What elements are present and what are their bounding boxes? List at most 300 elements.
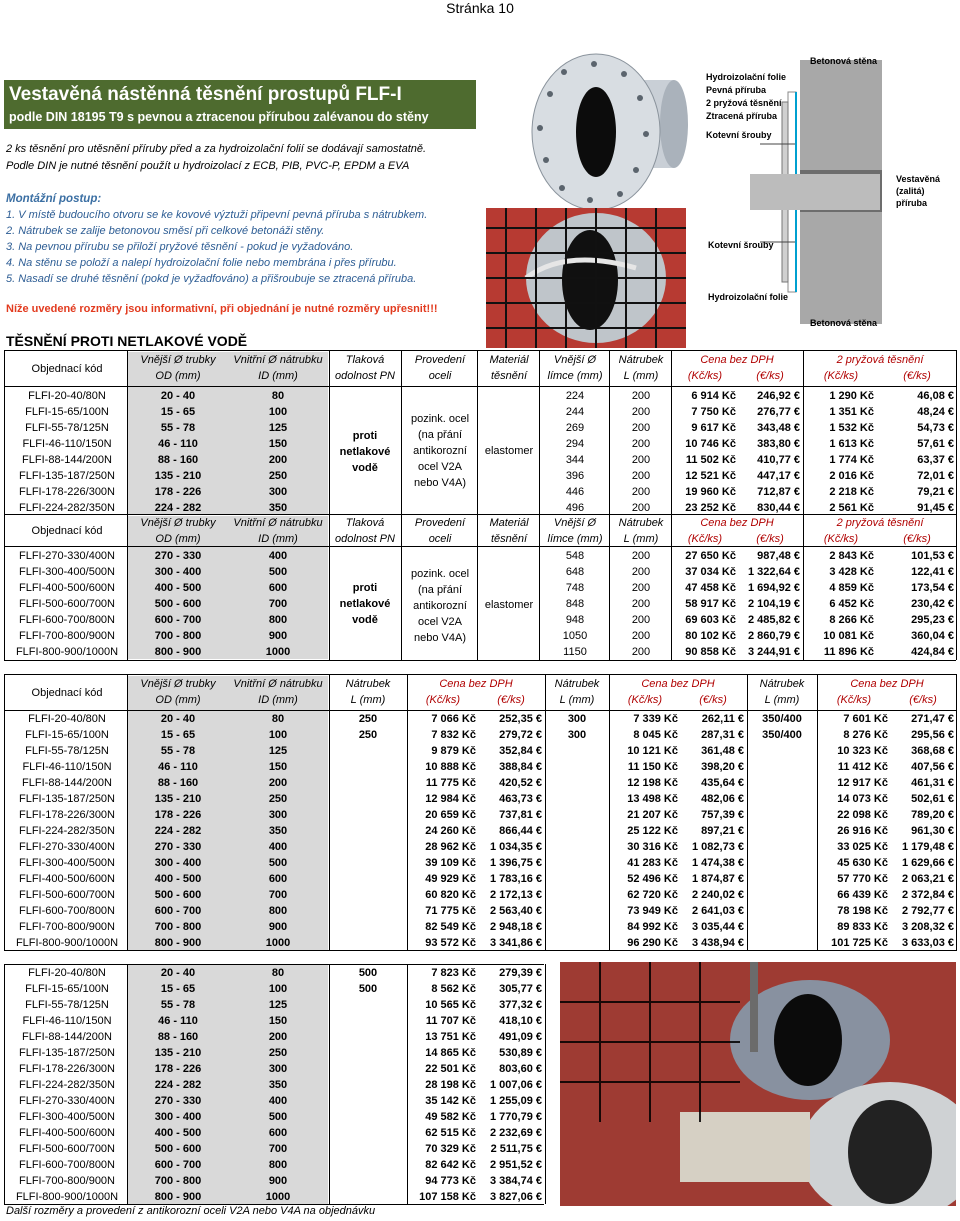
intro-line-2: Podle DIN je nutné těsnění použít u hydroizolací z ECB, PIB, PVC-P, EPDM a EVA bbox=[6, 160, 410, 172]
label-fixed-flange: Pevná příruba bbox=[706, 85, 767, 95]
label-hydro-bottom: Hydroizolační folie bbox=[708, 292, 789, 302]
t1-price-eur: 383,80 € bbox=[757, 438, 800, 450]
t2-price-a-eur: 737,81 € bbox=[499, 809, 542, 821]
t3-price-czk: 94 773 Kč bbox=[425, 1175, 476, 1187]
ex-line-a-2: pozink. ocel bbox=[410, 568, 470, 580]
t2-header-len-c: Nátrubek bbox=[759, 678, 805, 690]
t1-code: FLFI-135-187/250N bbox=[19, 470, 115, 482]
t2-code: FLFI-55-78/125N bbox=[25, 745, 109, 757]
t1b-price-eur: 2 104,19 € bbox=[748, 598, 800, 610]
t3-price-czk: 107 158 Kč bbox=[419, 1191, 476, 1203]
v-rule bbox=[329, 964, 330, 1204]
t2-price-b-czk: 52 496 Kč bbox=[627, 873, 678, 885]
t1b-header-collar-2: límce (mm) bbox=[547, 533, 603, 545]
label-hydro-foil: Hydroizolační folie bbox=[706, 72, 787, 82]
t1-header-collar-2: límce (mm) bbox=[547, 370, 603, 382]
t2-price-c-eur: 502,61 € bbox=[911, 793, 954, 805]
t1-id: 300 bbox=[268, 486, 288, 498]
t1-price-eur: 343,48 € bbox=[757, 422, 800, 434]
t3-od: 20 - 40 bbox=[160, 967, 196, 979]
t2-price-b-eur: 482,06 € bbox=[701, 793, 744, 805]
t1-code: FLFI-178-226/300N bbox=[19, 486, 115, 498]
v-rule bbox=[401, 350, 402, 660]
t1-header-od: Vnější Ø trubky bbox=[140, 354, 216, 366]
t2-price-c-czk: 101 725 Kč bbox=[831, 937, 888, 949]
t2-price-a-czk: 93 572 Kč bbox=[425, 937, 476, 949]
t2-price-b-czk: 96 290 Kč bbox=[627, 937, 678, 949]
t2-price-b-eur: 897,21 € bbox=[701, 825, 744, 837]
t1-seal-eur: 72,01 € bbox=[917, 470, 954, 482]
t1b-length: 200 bbox=[631, 630, 651, 642]
t1b-seal-czk: 10 081 Kč bbox=[823, 630, 874, 642]
t2-price-c-czk: 89 833 Kč bbox=[837, 921, 888, 933]
t1-length: 200 bbox=[631, 406, 651, 418]
t1b-seal-eur: 360,04 € bbox=[911, 630, 954, 642]
t1b-price-eur: 1 322,64 € bbox=[748, 566, 800, 578]
t2-id: 100 bbox=[268, 729, 288, 741]
t3-price-eur: 1 770,79 € bbox=[490, 1111, 542, 1123]
pn-proti-2: proti bbox=[352, 582, 378, 594]
t1b-header-ex-2: oceli bbox=[428, 533, 452, 545]
t2-price-a-eur: 388,84 € bbox=[499, 761, 542, 773]
t3-price-eur: 305,77 € bbox=[499, 983, 542, 995]
t2-price-c-czk: 12 917 Kč bbox=[837, 777, 888, 789]
t1b-collar: 1050 bbox=[562, 630, 588, 642]
t1-code: FLFI-55-78/125N bbox=[25, 422, 109, 434]
t2-price-c-czk: 66 439 Kč bbox=[837, 889, 888, 901]
t2-price-b-czk: 13 498 Kč bbox=[627, 793, 678, 805]
t3-id: 150 bbox=[268, 1015, 288, 1027]
v-rule bbox=[609, 674, 610, 951]
t1-seal-czk: 1 774 Kč bbox=[829, 454, 874, 466]
t2-id: 700 bbox=[268, 889, 288, 901]
v-rule bbox=[671, 350, 672, 660]
t2-price-a-eur: 3 341,86 € bbox=[490, 937, 542, 949]
t1b-length: 200 bbox=[631, 598, 651, 610]
intro-line-1: 2 ks těsnění pro utěsnění příruby před a za hydroizolační folií se dodávají samostatně. bbox=[6, 143, 427, 155]
t1-header-od-unit: OD (mm) bbox=[155, 370, 201, 382]
t1-seal-eur: 46,08 € bbox=[917, 390, 954, 402]
t1-header-len-2: L (mm) bbox=[623, 370, 659, 382]
pn-netlakove-1: netlakové bbox=[339, 446, 391, 458]
t2-price-b-eur: 398,20 € bbox=[701, 761, 744, 773]
ex-line-d-1: ocel V2A bbox=[417, 461, 463, 473]
t1-price-czk: 19 960 Kč bbox=[685, 486, 736, 498]
label-wall-bottom: Betonová stěna bbox=[810, 318, 878, 328]
pn-vode-1: vodě bbox=[352, 462, 378, 474]
t1-code: FLFI-88-144/200N bbox=[22, 454, 112, 466]
t1-price-eur: 276,77 € bbox=[757, 406, 800, 418]
t2-code: FLFI-300-400/500N bbox=[19, 857, 115, 869]
t2-price-a-czk: 39 109 Kč bbox=[425, 857, 476, 869]
t1-od: 46 - 110 bbox=[158, 438, 198, 450]
t2-code: FLFI-88-144/200N bbox=[22, 777, 112, 789]
t1b-code: FLFI-800-900/1000N bbox=[15, 646, 119, 658]
t2-price-a-eur: 1 396,75 € bbox=[490, 857, 542, 869]
rebar-installation-photo bbox=[486, 208, 686, 348]
t2-len-b-2: 300 bbox=[567, 729, 587, 741]
v-rule bbox=[127, 674, 128, 951]
t2-price-a-eur: 420,52 € bbox=[499, 777, 542, 789]
t3-code: FLFI-224-282/350N bbox=[19, 1079, 115, 1091]
h-rule bbox=[4, 950, 956, 951]
t1b-price-eur: 3 244,91 € bbox=[748, 646, 800, 658]
t2-od: 300 - 400 bbox=[154, 857, 202, 869]
t3-len-2: 500 bbox=[358, 983, 378, 995]
label-rubber-seals: 2 pryžová těsnění bbox=[706, 98, 782, 108]
t2-code: FLFI-135-187/250N bbox=[19, 793, 115, 805]
t3-od: 135 - 210 bbox=[154, 1047, 202, 1059]
t1-seal-czk: 1 532 Kč bbox=[829, 422, 874, 434]
t1b-id: 400 bbox=[268, 550, 288, 562]
t1b-seal-czk: 6 452 Kč bbox=[829, 598, 874, 610]
t1b-header-id: Vnitřní Ø nátrubku bbox=[233, 517, 323, 529]
t2-price-b-czk: 73 949 Kč bbox=[627, 905, 678, 917]
t2-price-c-eur: 3 633,03 € bbox=[902, 937, 954, 949]
t3-code: FLFI-88-144/200N bbox=[22, 1031, 112, 1043]
t1b-collar: 748 bbox=[565, 582, 585, 594]
t1-price-czk: 6 914 Kč bbox=[691, 390, 736, 402]
t3-code: FLFI-135-187/250N bbox=[19, 1047, 115, 1059]
t2-od: 55 - 78 bbox=[160, 745, 196, 757]
t3-id: 1000 bbox=[265, 1191, 291, 1203]
t3-id: 400 bbox=[268, 1095, 288, 1107]
t1-collar: 344 bbox=[565, 454, 585, 466]
t3-code: FLFI-15-65/100N bbox=[25, 983, 109, 995]
t1-header-mat: Materiál bbox=[489, 354, 529, 366]
t1b-seal-czk: 4 859 Kč bbox=[829, 582, 874, 594]
t3-od: 15 - 65 bbox=[160, 983, 196, 995]
t1-header-price: Cena bez DPH bbox=[700, 354, 774, 366]
v-rule bbox=[4, 350, 5, 660]
t1-seal-eur: 79,21 € bbox=[917, 486, 954, 498]
t2-price-c-czk: 8 276 Kč bbox=[843, 729, 888, 741]
t1-seal-eur: 57,61 € bbox=[917, 438, 954, 450]
t2-id: 200 bbox=[268, 777, 288, 789]
pn-vode-2: vodě bbox=[352, 614, 378, 626]
t1b-header-seal-czk: (Kč/ks) bbox=[823, 533, 859, 545]
section-title: TĚSNĚNÍ PROTI NETLAKOVÉ VODĚ bbox=[6, 333, 248, 349]
title-banner bbox=[4, 80, 476, 129]
t1b-header-seal: 2 pryžová těsnění bbox=[836, 517, 924, 529]
t1-length: 200 bbox=[631, 438, 651, 450]
t2-price-c-eur: 1 629,66 € bbox=[902, 857, 954, 869]
t1b-collar: 548 bbox=[565, 550, 585, 562]
t2-header-len-a: Nátrubek bbox=[345, 678, 391, 690]
t1b-header-od-unit: OD (mm) bbox=[155, 533, 201, 545]
t1-header-code: Objednací kód bbox=[31, 363, 103, 375]
ex-line-e-1: nebo V4A) bbox=[414, 477, 466, 489]
t1-price-czk: 10 746 Kč bbox=[685, 438, 736, 450]
t2-price-a-czk: 12 984 Kč bbox=[425, 793, 476, 805]
t3-price-eur: 2 511,75 € bbox=[490, 1143, 542, 1155]
t2-price-b-eur: 1 474,38 € bbox=[692, 857, 744, 869]
t1b-price-eur: 987,48 € bbox=[757, 550, 800, 562]
page-title: Vestavěná nástěnná těsnění prostupů FLF-I bbox=[9, 84, 402, 105]
t2-price-b-eur: 287,31 € bbox=[701, 729, 744, 741]
t2-price-a-eur: 352,84 € bbox=[499, 745, 542, 757]
cross-section-diagram bbox=[700, 52, 956, 334]
t1b-header-od: Vnější Ø trubky bbox=[140, 517, 216, 529]
t2-price-b-czk: 30 316 Kč bbox=[627, 841, 678, 853]
t1-price-eur: 410,77 € bbox=[757, 454, 800, 466]
t2-header-eur-c: (€/ks) bbox=[909, 694, 937, 706]
t2-price-c-eur: 2 372,84 € bbox=[902, 889, 954, 901]
t2-price-a-eur: 2 563,40 € bbox=[490, 905, 542, 917]
t1b-id: 800 bbox=[268, 614, 288, 626]
v-rule bbox=[817, 674, 818, 951]
t2-price-a-czk: 28 962 Kč bbox=[425, 841, 476, 853]
t2-code: FLFI-500-600/700N bbox=[19, 889, 115, 901]
t2-code: FLFI-224-282/350N bbox=[19, 825, 115, 837]
t2-price-b-eur: 3 438,94 € bbox=[692, 937, 744, 949]
t2-price-b-eur: 757,39 € bbox=[701, 809, 744, 821]
t1-header-czk: (Kč/ks) bbox=[687, 370, 723, 382]
t1b-od: 800 - 900 bbox=[154, 646, 202, 658]
t1-seal-eur: 48,24 € bbox=[917, 406, 954, 418]
t1-code: FLFI-224-282/350N bbox=[19, 502, 115, 514]
t2-id: 900 bbox=[268, 921, 288, 933]
t1b-od: 500 - 600 bbox=[154, 598, 202, 610]
t3-id: 600 bbox=[268, 1127, 288, 1139]
t2-price-b-czk: 8 045 Kč bbox=[633, 729, 678, 741]
t3-id: 800 bbox=[268, 1159, 288, 1171]
t2-od: 15 - 65 bbox=[160, 729, 196, 741]
install-step-2: 2. Nátrubek se zalije betonovou směsí při celkové betonáži stěny. bbox=[6, 225, 325, 237]
t3-price-czk: 82 642 Kč bbox=[425, 1159, 476, 1171]
label-anchor-top: Kotevní šrouby bbox=[706, 130, 772, 140]
t3-price-czk: 49 582 Kč bbox=[425, 1111, 476, 1123]
t1-od: 178 - 226 bbox=[154, 486, 202, 498]
t2-id: 125 bbox=[268, 745, 288, 757]
t1-length: 200 bbox=[631, 422, 651, 434]
t3-od: 224 - 282 bbox=[154, 1079, 202, 1091]
v-rule bbox=[539, 350, 540, 660]
t1b-seal-eur: 295,23 € bbox=[911, 614, 954, 626]
t2-od: 88 - 160 bbox=[157, 777, 199, 789]
t1b-header-code: Objednací kód bbox=[31, 525, 103, 537]
t3-price-czk: 14 865 Kč bbox=[425, 1047, 476, 1059]
t2-price-c-czk: 10 323 Kč bbox=[837, 745, 888, 757]
installed-flange-photo bbox=[560, 962, 956, 1206]
t2-price-b-czk: 10 121 Kč bbox=[627, 745, 678, 757]
t3-id: 200 bbox=[268, 1031, 288, 1043]
t1-header-seal: 2 pryžová těsnění bbox=[836, 354, 924, 366]
t1-od: 224 - 282 bbox=[154, 502, 202, 514]
warning-text: Níže uvedené rozměry jsou informativní, při objednání je nutné rozměry upřesnit!!! bbox=[6, 303, 438, 315]
h-rule bbox=[4, 964, 544, 965]
t1b-header-price: Cena bez DPH bbox=[700, 517, 774, 529]
t2-price-b-eur: 361,48 € bbox=[701, 745, 744, 757]
t2-header-od: Vnější Ø trubky bbox=[140, 678, 216, 690]
t2-len-c-1: 350/400 bbox=[762, 713, 802, 725]
t2-id: 400 bbox=[268, 841, 288, 853]
t1-seal-czk: 1 290 Kč bbox=[829, 390, 874, 402]
t2-header-od-unit: OD (mm) bbox=[155, 694, 201, 706]
t1-header-pn-2: odolnost PN bbox=[335, 370, 395, 382]
t3-price-eur: 1 007,06 € bbox=[490, 1079, 542, 1091]
ex-line-c-1: antikorozní bbox=[413, 445, 467, 457]
t2-id: 250 bbox=[268, 793, 288, 805]
t1-id: 125 bbox=[268, 422, 288, 434]
t3-price-czk: 7 823 Kč bbox=[431, 967, 476, 979]
t2-price-c-eur: 2 063,21 € bbox=[902, 873, 954, 885]
t2-price-b-eur: 3 035,44 € bbox=[692, 921, 744, 933]
t2-od: 500 - 600 bbox=[154, 889, 202, 901]
t1-header-eur: (€/ks) bbox=[756, 370, 784, 382]
t2-price-c-eur: 461,31 € bbox=[911, 777, 954, 789]
t1b-od: 700 - 800 bbox=[154, 630, 202, 642]
v-rule bbox=[545, 964, 546, 1204]
t1b-id: 600 bbox=[268, 582, 288, 594]
t1b-price-czk: 37 034 Kč bbox=[685, 566, 736, 578]
t1-length: 200 bbox=[631, 454, 651, 466]
v-rule bbox=[803, 350, 804, 660]
t2-price-c-czk: 7 601 Kč bbox=[843, 713, 888, 725]
t2-header-czk-a: (Kč/ks) bbox=[425, 694, 461, 706]
t2-price-c-eur: 407,56 € bbox=[911, 761, 954, 773]
t1-price-czk: 12 521 Kč bbox=[685, 470, 736, 482]
t2-price-a-czk: 20 659 Kč bbox=[425, 809, 476, 821]
t1b-price-czk: 90 858 Kč bbox=[685, 646, 736, 658]
t2-id: 300 bbox=[268, 809, 288, 821]
v-rule bbox=[956, 674, 957, 951]
t1-header-ex: Provedení bbox=[414, 354, 466, 366]
t3-code: FLFI-20-40/80N bbox=[28, 967, 106, 979]
t3-price-czk: 13 751 Kč bbox=[425, 1031, 476, 1043]
t3-code: FLFI-46-110/150N bbox=[22, 1015, 112, 1027]
t1-price-czk: 23 252 Kč bbox=[685, 502, 736, 514]
t2-od: 46 - 110 bbox=[158, 761, 198, 773]
t2-price-b-czk: 7 339 Kč bbox=[633, 713, 678, 725]
t2-len-a-2: 250 bbox=[358, 729, 378, 741]
t1-length: 200 bbox=[631, 502, 651, 514]
t2-price-b-eur: 2 240,02 € bbox=[692, 889, 744, 901]
t2-price-a-eur: 2 172,13 € bbox=[490, 889, 542, 901]
t1b-code: FLFI-300-400/500N bbox=[19, 566, 115, 578]
t1-seal-eur: 63,37 € bbox=[917, 454, 954, 466]
ex-line-c-2: antikorozní bbox=[413, 600, 467, 612]
mat-elastomer-2: elastomer bbox=[484, 599, 534, 611]
t1-header-ex-2: oceli bbox=[428, 370, 452, 382]
t2-price-c-czk: 11 412 Kč bbox=[837, 761, 888, 773]
t2-price-c-czk: 78 198 Kč bbox=[837, 905, 888, 917]
t3-id: 250 bbox=[268, 1047, 288, 1059]
h-rule bbox=[4, 386, 956, 387]
t2-code: FLFI-178-226/300N bbox=[19, 809, 115, 821]
t2-od: 400 - 500 bbox=[154, 873, 202, 885]
t2-id: 800 bbox=[268, 905, 288, 917]
v-rule bbox=[477, 350, 478, 660]
t2-price-b-eur: 1 082,73 € bbox=[692, 841, 744, 853]
t1b-price-czk: 58 917 Kč bbox=[685, 598, 736, 610]
t1-seal-czk: 1 351 Kč bbox=[829, 406, 874, 418]
v-rule bbox=[407, 964, 408, 1204]
t1b-id: 900 bbox=[268, 630, 288, 642]
t3-id: 700 bbox=[268, 1143, 288, 1155]
footnote: Další rozměry a provedení z antikorozní oceli V2A nebo V4A na objednávku bbox=[6, 1205, 376, 1217]
t3-od: 55 - 78 bbox=[160, 999, 196, 1011]
t2-price-c-eur: 368,68 € bbox=[911, 745, 954, 757]
t1-header-id: Vnitřní Ø nátrubku bbox=[233, 354, 323, 366]
t1-collar: 224 bbox=[565, 390, 585, 402]
t2-price-b-czk: 21 207 Kč bbox=[627, 809, 678, 821]
t3-price-eur: 279,39 € bbox=[499, 967, 542, 979]
t1b-id: 500 bbox=[268, 566, 288, 578]
t2-price-a-eur: 866,44 € bbox=[499, 825, 542, 837]
h-rule bbox=[4, 1204, 544, 1205]
t1-od: 88 - 160 bbox=[157, 454, 199, 466]
t1-seal-eur: 54,73 € bbox=[917, 422, 954, 434]
t2-len-c-2: 350/400 bbox=[762, 729, 802, 741]
t1b-seal-czk: 11 896 Kč bbox=[823, 646, 874, 658]
t2-od: 178 - 226 bbox=[154, 809, 202, 821]
t3-price-czk: 8 562 Kč bbox=[431, 983, 476, 995]
t3-code: FLFI-700-800/900N bbox=[19, 1175, 115, 1187]
t3-price-eur: 1 255,09 € bbox=[490, 1095, 542, 1107]
t1-id: 80 bbox=[271, 390, 285, 402]
t1b-od: 270 - 330 bbox=[154, 550, 202, 562]
t2-price-a-eur: 279,72 € bbox=[499, 729, 542, 741]
t2-price-b-czk: 62 720 Kč bbox=[627, 889, 678, 901]
t3-od: 270 - 330 bbox=[154, 1095, 202, 1107]
t1b-header-eur: (€/ks) bbox=[756, 533, 784, 545]
t1-header-seal-eur: (€/ks) bbox=[903, 370, 931, 382]
t1b-header-ex: Provedení bbox=[414, 517, 466, 529]
t2-id: 500 bbox=[268, 857, 288, 869]
t2-price-b-czk: 11 150 Kč bbox=[627, 761, 678, 773]
ex-line-b-2: (na přání bbox=[417, 584, 463, 596]
t1-id: 150 bbox=[268, 438, 288, 450]
t1-length: 200 bbox=[631, 470, 651, 482]
t2-price-a-eur: 1 783,16 € bbox=[490, 873, 542, 885]
t1-seal-czk: 1 613 Kč bbox=[829, 438, 874, 450]
t1b-code: FLFI-270-330/400N bbox=[19, 550, 115, 562]
t3-id: 350 bbox=[268, 1079, 288, 1091]
t2-price-c-czk: 22 098 Kč bbox=[837, 809, 888, 821]
t2-header-id-unit: ID (mm) bbox=[258, 694, 298, 706]
t1b-seal-czk: 8 266 Kč bbox=[829, 614, 874, 626]
t2-header-czk-c: (Kč/ks) bbox=[836, 694, 872, 706]
t2-len-a-1: 250 bbox=[358, 713, 378, 725]
t1b-price-eur: 2 860,79 € bbox=[748, 630, 800, 642]
t2-header-len-c-unit: L (mm) bbox=[764, 694, 800, 706]
t1b-header-mat: Materiál bbox=[489, 517, 529, 529]
t3-price-czk: 35 142 Kč bbox=[425, 1095, 476, 1107]
t2-price-a-czk: 9 879 Kč bbox=[431, 745, 476, 757]
h-rule bbox=[4, 350, 956, 351]
t1-collar: 269 bbox=[565, 422, 585, 434]
t1-price-eur: 447,17 € bbox=[757, 470, 800, 482]
t3-price-czk: 22 501 Kč bbox=[425, 1063, 476, 1075]
t1b-seal-eur: 173,54 € bbox=[911, 582, 954, 594]
t3-od: 300 - 400 bbox=[154, 1111, 202, 1123]
t2-header-len-b: Nátrubek bbox=[554, 678, 600, 690]
t3-id: 100 bbox=[268, 983, 288, 995]
t2-od: 270 - 330 bbox=[154, 841, 202, 853]
label-lost-flange: Ztracená příruba bbox=[706, 111, 778, 121]
t1-price-czk: 9 617 Kč bbox=[691, 422, 736, 434]
t1b-header-pn-2: odolnost PN bbox=[335, 533, 395, 545]
t1-id: 250 bbox=[268, 470, 288, 482]
t1b-seal-eur: 424,84 € bbox=[911, 646, 954, 658]
t1-price-eur: 712,87 € bbox=[757, 486, 800, 498]
ex-line-a-1: pozink. ocel bbox=[410, 413, 470, 425]
pn-proti-1: proti bbox=[352, 430, 378, 442]
t1b-collar: 1150 bbox=[563, 646, 587, 658]
t3-price-czk: 70 329 Kč bbox=[425, 1143, 476, 1155]
t2-price-a-eur: 252,35 € bbox=[499, 713, 542, 725]
